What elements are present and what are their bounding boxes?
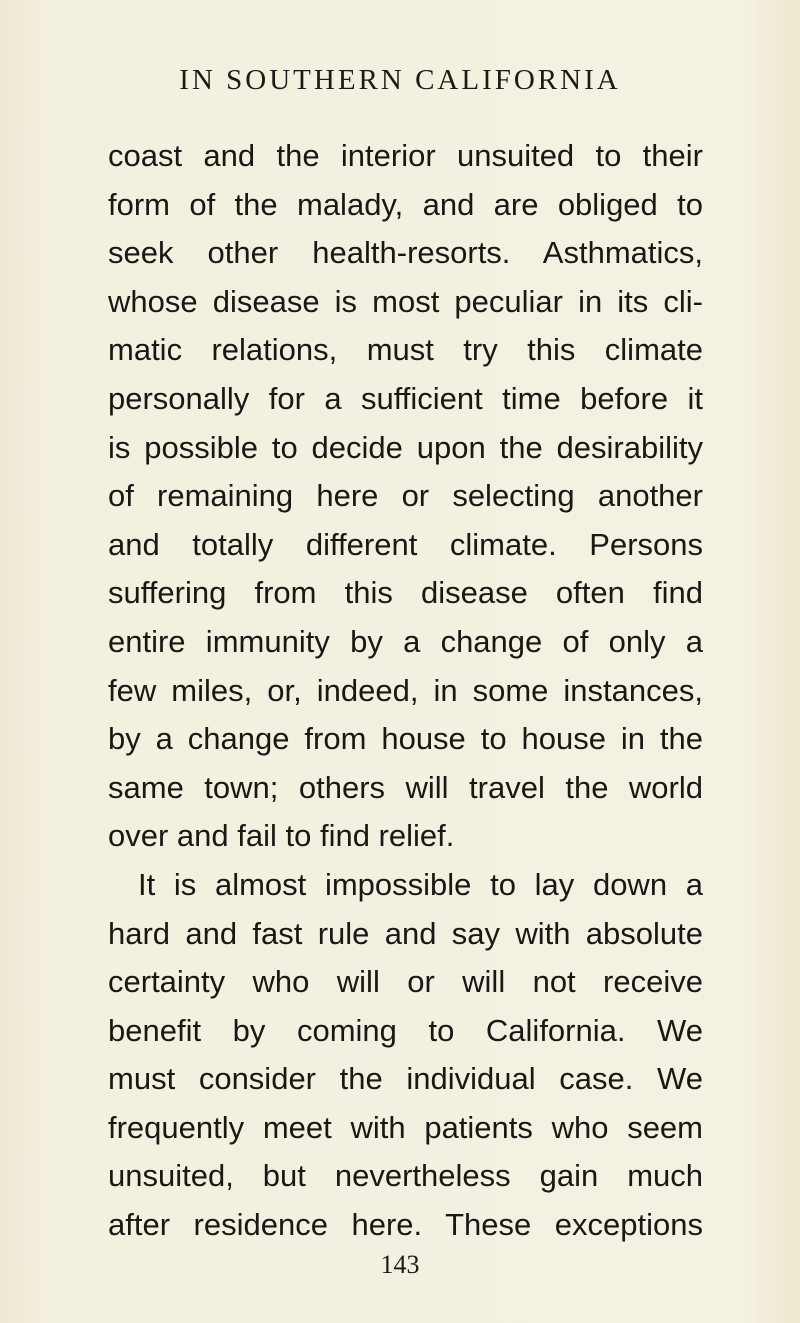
text-line: of remaining here or selecting another (108, 478, 703, 514)
text-line: over and fail to find relief. (108, 818, 455, 854)
text-line: coast and the interior unsuited to their (108, 138, 703, 173)
text-line: few miles, or, indeed, in some instances, (108, 672, 703, 708)
text-line: certainty who will or will not receive (108, 964, 703, 1000)
text-line: form of the malady, and are obliged to (108, 186, 703, 222)
text-line: frequently meet with patients who seem (108, 1109, 703, 1145)
text-line: is possible to decide upon the desirability (108, 429, 703, 465)
text-line: personally for a sufficient time before it (108, 380, 703, 416)
text-line: seek other health-resorts. Asthmatics, (108, 235, 703, 271)
text-line: by a change from house to house in the (108, 721, 703, 757)
page-number: 143 (380, 1250, 420, 1279)
text-line: after residence here. These exceptions (108, 1207, 703, 1243)
text-line: must consider the individual case. We (108, 1061, 703, 1097)
text-line: matic relations, must try this climate (108, 332, 703, 368)
body-text (108, 132, 703, 1250)
text-line: entire immunity by a change of only a (108, 623, 703, 659)
text-line: unsuited, but nevertheless gain much (108, 1158, 703, 1194)
text-line: and totally different climate. Persons (108, 526, 703, 562)
text-line: whose disease is most peculiar in its cli- (108, 283, 703, 319)
text-line: benefit by coming to California. We (108, 1012, 703, 1048)
text-line: It is almost impossible to lay down a (138, 866, 703, 902)
running-head: IN SOUTHERN CALIFORNIA (179, 64, 621, 96)
text-line: same town; others will travel the world (108, 769, 703, 805)
text-line: hard and fast rule and say with absolute (108, 915, 703, 951)
text-line: suffering from this disease often find (108, 575, 703, 611)
